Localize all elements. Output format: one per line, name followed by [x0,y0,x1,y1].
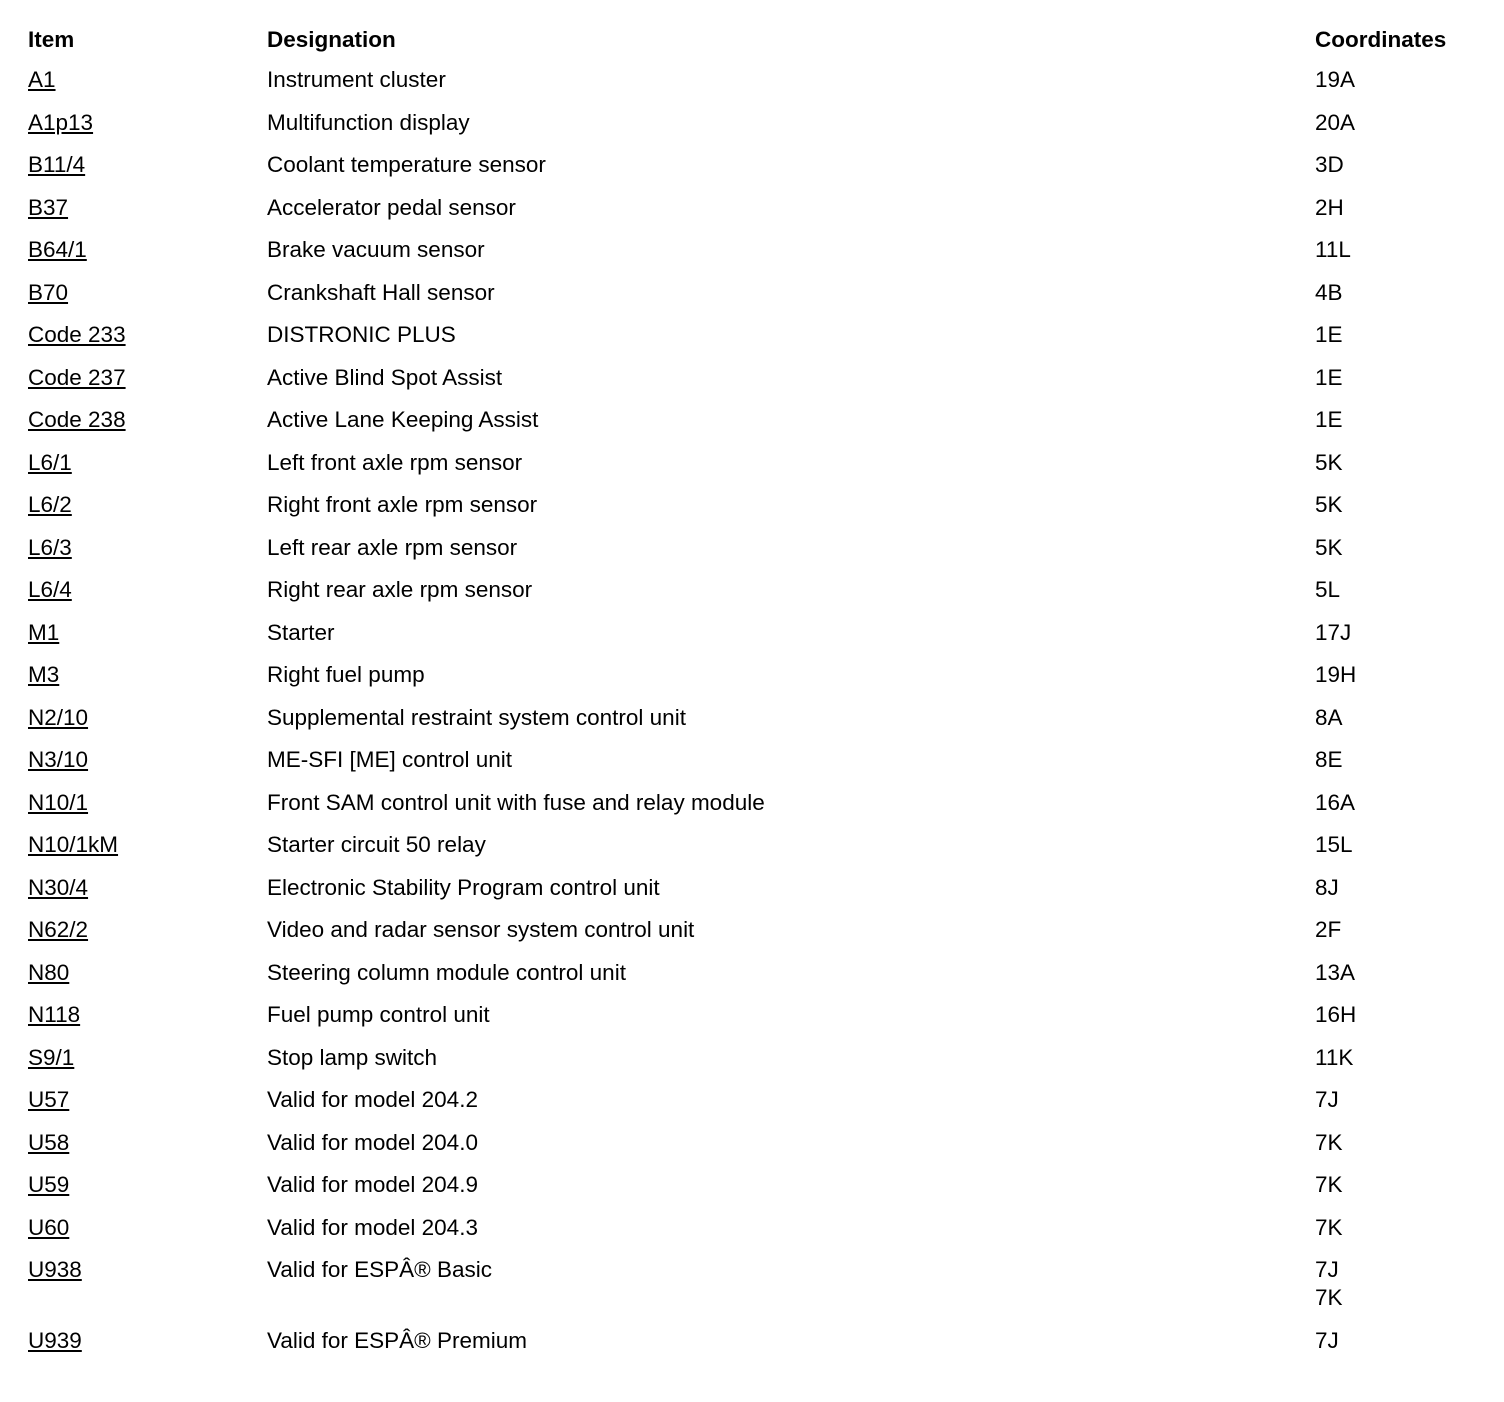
coordinates-cell [1315,321,1475,364]
item-link[interactable]: U938 [28,1257,82,1282]
header-row [28,22,1475,66]
item-cell [28,1327,267,1370]
item-column-header: Item [28,27,75,52]
designation-cell: Stop lamp switch [267,1044,438,1070]
item-cell [28,491,267,534]
designation-cell: Valid for model 204.9 [267,1172,478,1197]
coordinate-value: 5L [1315,577,1341,602]
designation-cell: Right fuel pump [267,662,425,687]
item-cell [28,959,267,1002]
table-row [28,236,1475,279]
coordinates-cell [1315,151,1475,194]
coordinate-value: 8J [1315,874,1339,900]
item-cell [28,151,267,194]
table-row [28,746,1475,789]
designation-cell: Valid for ESPÂ® Premium [267,1327,527,1353]
item-cell [28,916,267,959]
item-cell [28,1086,267,1129]
table-row [28,194,1475,237]
item-cell [28,831,267,874]
table-row [28,661,1475,704]
coordinate-value: 8E [1315,747,1343,772]
designation-cell: Left rear axle rpm sensor [267,534,518,560]
item-link[interactable]: B37 [28,194,69,220]
item-link[interactable]: B11/4 [28,152,86,177]
item-link[interactable]: Code 237 [28,364,126,390]
item-link[interactable]: B70 [28,279,69,305]
coordinate-value: 19A [1315,67,1356,92]
coordinates-cell [1315,1001,1475,1044]
coordinate-value: 4B [1315,279,1343,305]
coordinates-cell [1315,746,1475,789]
designation-cell: Crankshaft Hall sensor [267,279,495,305]
item-link[interactable]: L6/2 [28,492,72,517]
coordinates-cell [1315,1129,1475,1172]
coordinate-value: 13A [1315,959,1356,985]
legend-header [28,22,1475,66]
item-cell [28,576,267,619]
table-row [28,491,1475,534]
table-row [28,1001,1475,1044]
coordinates-cell [1315,661,1475,704]
item-link[interactable]: L6/4 [28,577,72,602]
designation-cell: Instrument cluster [267,67,446,92]
designation-cell: Brake vacuum sensor [267,237,485,262]
item-cell [28,746,267,789]
coordinates-cell [1315,789,1475,832]
item-link[interactable]: U59 [28,1172,70,1197]
coordinate-value: 1E [1315,322,1343,347]
item-cell [28,1171,267,1214]
coordinate-value: 7K [1315,1214,1343,1240]
coordinates-cell [1315,1256,1475,1327]
item-link[interactable]: U939 [28,1327,82,1353]
item-cell [28,364,267,407]
coordinate-value: 16H [1315,1002,1357,1027]
item-cell [28,321,267,364]
item-link[interactable]: B64/1 [28,237,87,262]
table-row [28,279,1475,322]
item-cell [28,449,267,492]
coordinates-cell [1315,831,1475,874]
table-row [28,1256,1475,1327]
table-row [28,406,1475,449]
designation-cell: Supplemental restraint system control unit [267,704,686,730]
table-row [28,449,1475,492]
coordinates-cell [1315,619,1475,662]
item-link[interactable]: N10/1kM [28,832,119,857]
coordinate-value: 8A [1315,704,1343,730]
item-link[interactable]: U58 [28,1129,70,1155]
designation-cell: Starter [267,619,335,645]
coordinate-value: 5K [1315,492,1343,517]
designation-cell: Left front axle rpm sensor [267,449,523,475]
designation-cell: Active Blind Spot Assist [267,364,503,390]
legend-body [28,66,1475,1369]
designation-cell: Right front axle rpm sensor [267,492,538,517]
coordinate-value: 7J [1315,1327,1339,1353]
table-row [28,364,1475,407]
coordinates-cell [1315,1086,1475,1129]
coordinates-cell [1315,491,1475,534]
coordinate-value: 15L [1315,832,1353,857]
table-row [28,704,1475,747]
coordinates-cell [1315,1044,1475,1087]
table-row [28,534,1475,577]
item-cell [28,1044,267,1087]
item-link[interactable]: A1p13 [28,109,94,135]
designation-cell: Coolant temperature sensor [267,152,546,177]
item-link[interactable]: L6/3 [28,534,72,560]
item-cell [28,194,267,237]
designation-cell: Front SAM control unit with fuse and relay module [267,789,765,815]
coordinate-value: 3D [1315,152,1344,177]
coordinates-cell [1315,1171,1475,1214]
coordinate-value: 7J [1315,1257,1339,1282]
designation-cell: Starter circuit 50 relay [267,832,486,857]
item-link[interactable]: L6/1 [28,449,72,475]
table-row [28,916,1475,959]
table-row [28,321,1475,364]
designation-cell: Valid for model 204.2 [267,1087,478,1112]
coordinates-cell [1315,236,1475,279]
table-row [28,1327,1475,1370]
designation-cell: Video and radar sensor system control unit [267,917,695,942]
coordinates-cell [1315,449,1475,492]
designation-cell: ME-SFI [ME] control unit [267,747,513,772]
item-link[interactable]: S9/1 [28,1044,75,1070]
designation-cell: Right rear axle rpm sensor [267,577,533,602]
table-row [28,66,1475,109]
item-cell [28,1214,267,1257]
item-link[interactable]: N2/10 [28,704,89,730]
designation-cell: Accelerator pedal sensor [267,194,516,220]
coordinates-cell [1315,1327,1475,1370]
coordinate-value: 7K [1315,1129,1343,1155]
coordinate-value: 1E [1315,407,1343,432]
coordinate-value: 1E [1315,364,1343,390]
coordinate-value: 2F [1315,917,1342,942]
legend-table [28,22,1475,1369]
item-cell [28,66,267,109]
item-cell [28,1129,267,1172]
item-link[interactable]: M3 [28,662,60,687]
item-cell [28,1256,267,1327]
coordinates-cell [1315,364,1475,407]
designation-cell: Fuel pump control unit [267,1002,490,1027]
item-link[interactable]: N62/2 [28,917,89,942]
coordinates-cell [1315,959,1475,1002]
coordinates-cell [1315,406,1475,449]
item-cell [28,236,267,279]
table-row [28,1129,1475,1172]
coordinate-value: 7J [1315,1087,1339,1112]
coordinates-cell [1315,874,1475,917]
coordinate-value: 7K [1315,1285,1343,1310]
item-cell [28,534,267,577]
coordinates-cell [1315,916,1475,959]
table-row [28,109,1475,152]
coordinates-cell [1315,279,1475,322]
coordinate-value: 2H [1315,194,1344,220]
coordinate-value: 16A [1315,789,1356,815]
item-link[interactable]: N118 [28,1002,81,1027]
designation-cell: Active Lane Keeping Assist [267,407,539,432]
coordinate-value: 5K [1315,449,1343,475]
coordinate-value: 5K [1315,534,1343,560]
coordinates-cell [1315,534,1475,577]
table-row [28,831,1475,874]
item-link[interactable]: N80 [28,959,70,985]
table-row [28,576,1475,619]
item-link[interactable]: U57 [28,1087,70,1112]
designation-cell: DISTRONIC PLUS [267,322,456,347]
table-row [28,619,1475,662]
coordinates-cell [1315,66,1475,109]
coordinate-value: 17J [1315,619,1352,645]
coordinates-cell [1315,704,1475,747]
table-row [28,1086,1475,1129]
coordinates-cell [1315,109,1475,152]
designation-cell: Steering column module control unit [267,959,626,985]
table-row [28,959,1475,1002]
item-cell [28,1001,267,1044]
table-row [28,151,1475,194]
item-cell [28,619,267,662]
item-cell [28,279,267,322]
item-cell [28,406,267,449]
item-link[interactable]: N3/10 [28,747,89,772]
designation-cell: Multifunction display [267,109,470,135]
item-cell [28,109,267,152]
table-row [28,789,1475,832]
table-row [28,874,1475,917]
coordinate-value: 11L [1315,237,1351,262]
coordinate-value: 7K [1315,1172,1343,1197]
coordinates-column-header: Coordinates [1315,27,1447,52]
item-cell [28,789,267,832]
item-link[interactable]: N10/1 [28,789,89,815]
item-link[interactable]: Code 233 [28,322,126,347]
coordinates-cell [1315,194,1475,237]
item-link[interactable]: Code 238 [28,407,126,432]
coordinate-value: 20A [1315,109,1356,135]
item-cell [28,661,267,704]
designation-cell: Valid for ESPÂ® Basic [267,1257,492,1282]
designation-column-header: Designation [267,27,396,52]
table-row [28,1044,1475,1087]
coordinate-value: 19H [1315,662,1357,687]
coordinate-value: 11K [1315,1044,1354,1070]
designation-cell: Valid for model 204.3 [267,1214,478,1240]
table-row [28,1171,1475,1214]
item-link[interactable]: A1 [28,67,56,92]
designation-cell: Valid for model 204.0 [267,1129,478,1155]
item-link[interactable]: M1 [28,619,60,645]
designation-cell: Electronic Stability Program control unit [267,874,660,900]
coordinates-cell [1315,1214,1475,1257]
item-cell [28,874,267,917]
table-row [28,1214,1475,1257]
item-link[interactable]: N30/4 [28,874,89,900]
item-link[interactable]: U60 [28,1214,70,1240]
coordinates-cell [1315,576,1475,619]
item-cell [28,704,267,747]
